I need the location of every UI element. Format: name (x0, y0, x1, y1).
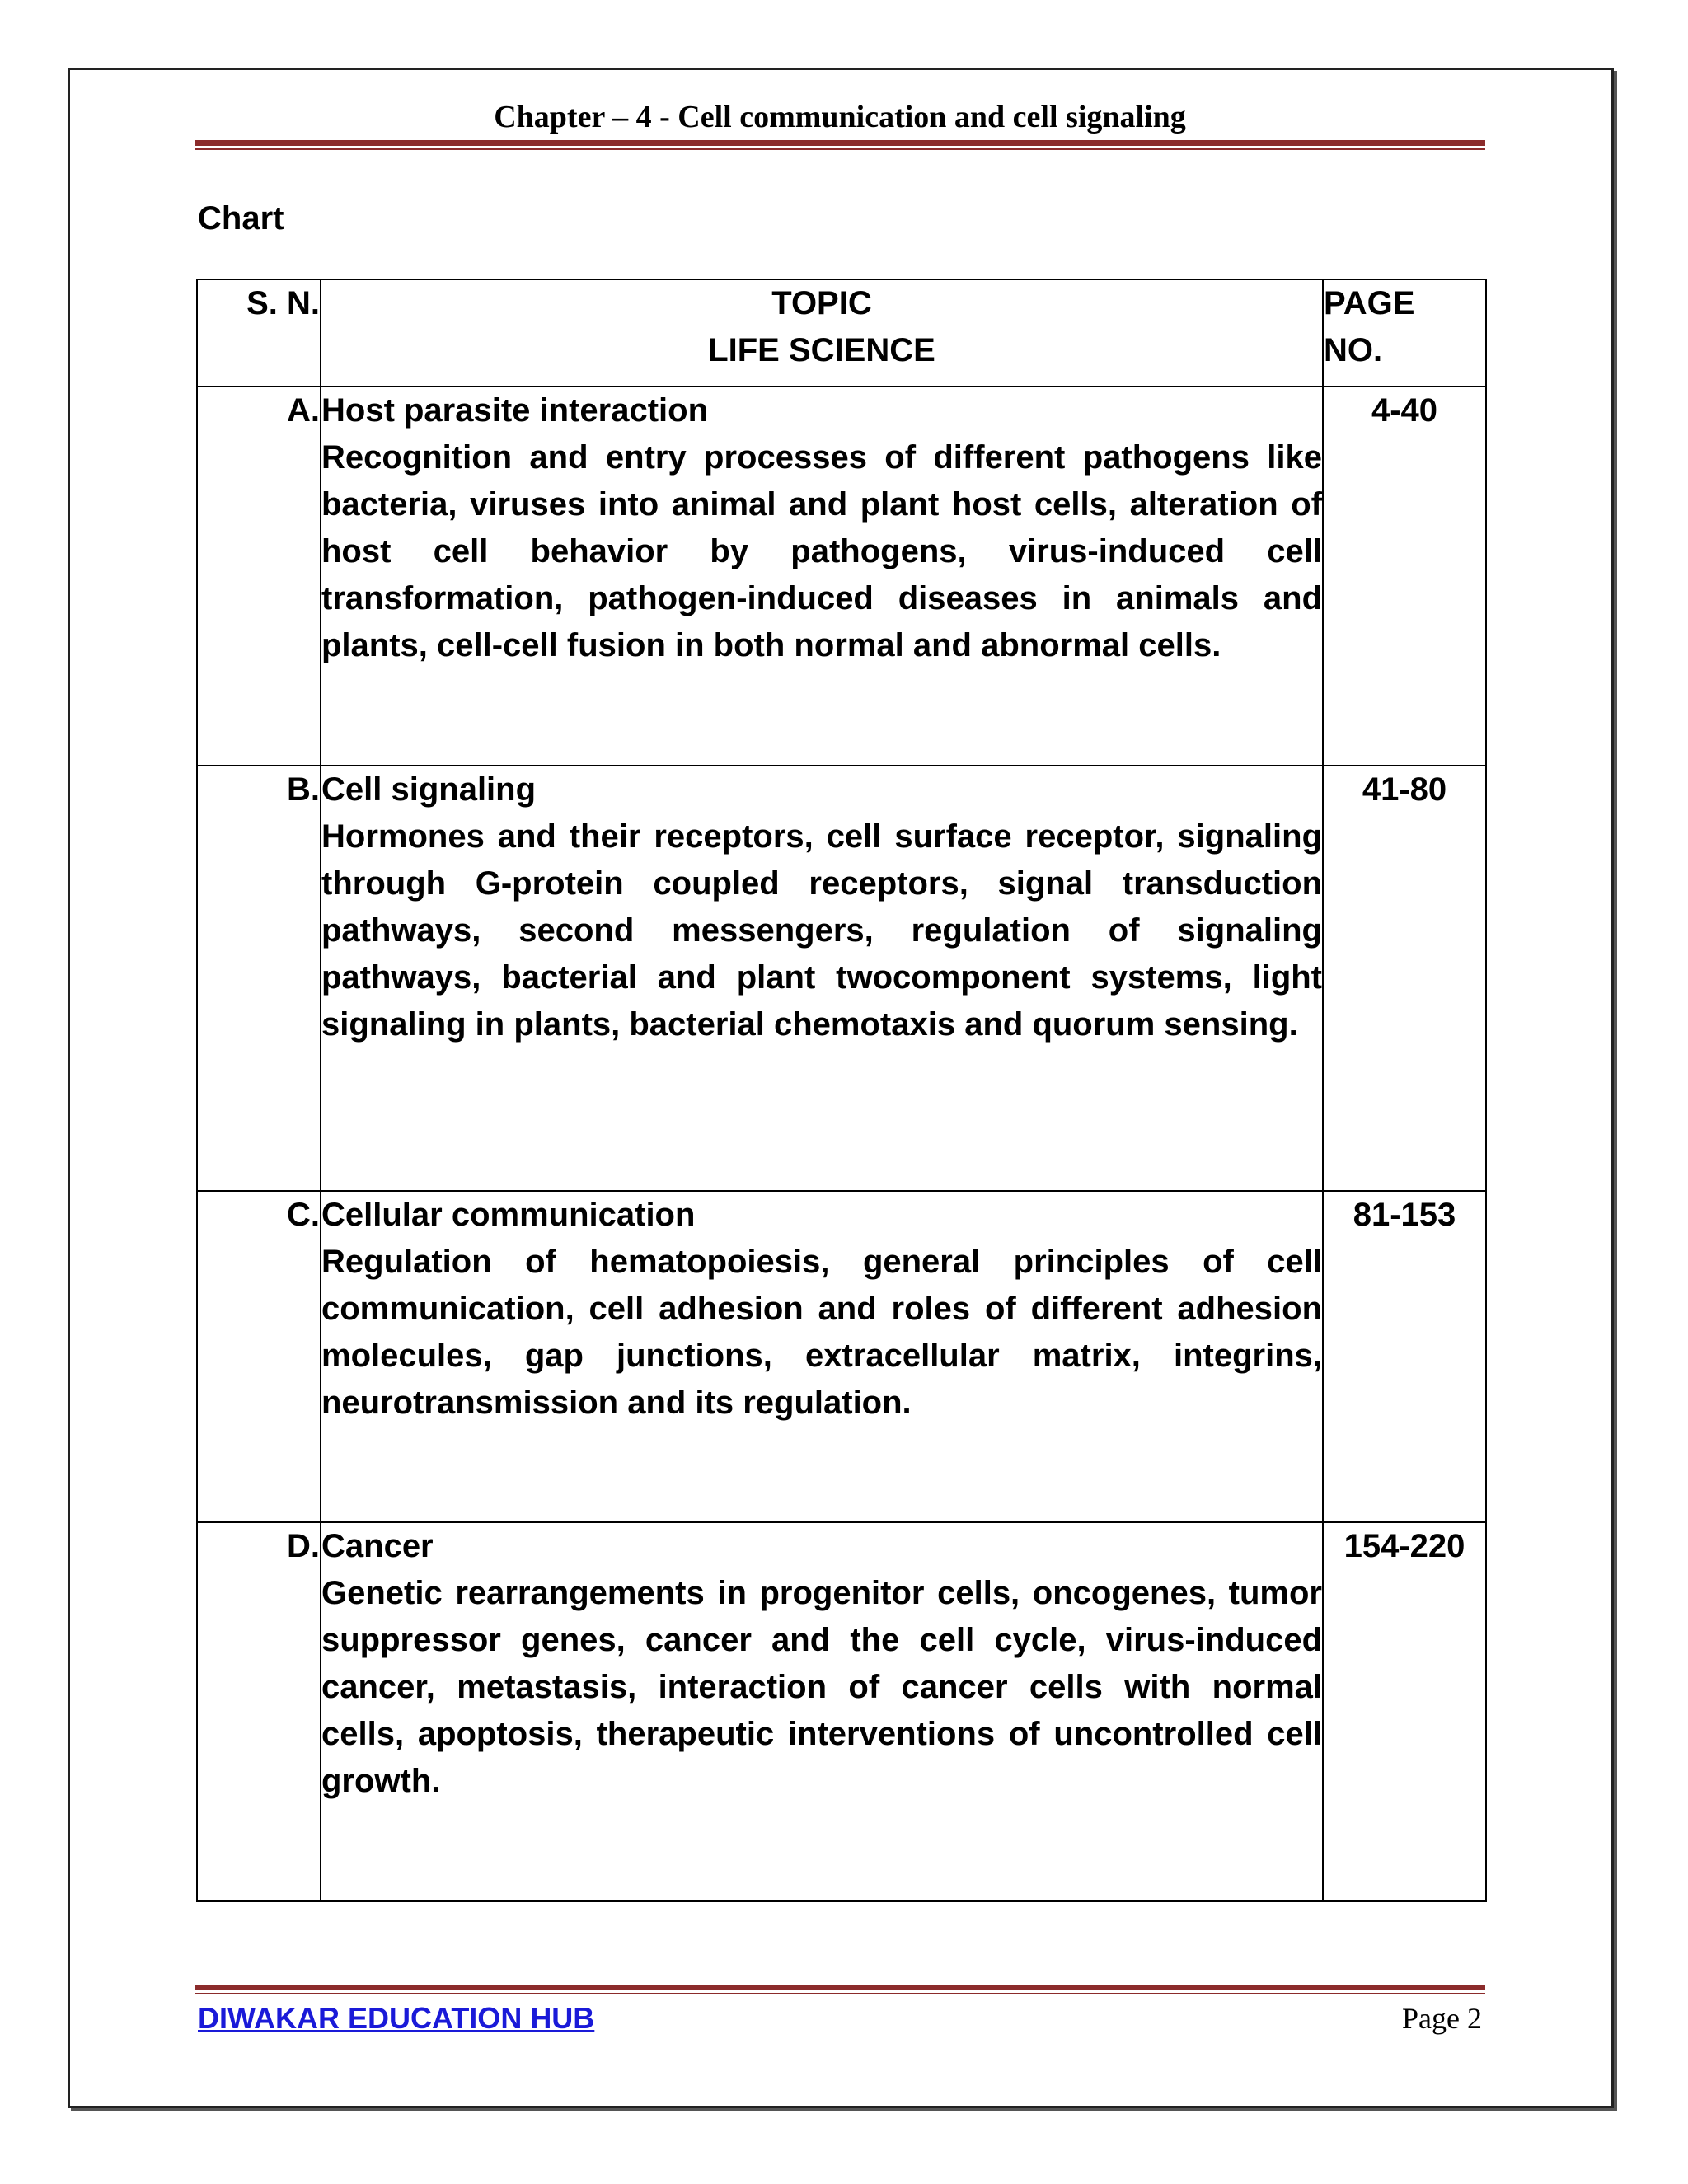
topic-title: Cellular communication (321, 1197, 696, 1233)
header-rule (195, 140, 1485, 150)
row-topic (321, 1191, 1323, 1522)
topic-description: Genetic rearrangements in progenitor cells, oncogenes, tumor suppressor genes, cancer and the cell cycle, virus-induced cancer, metastasis, interaction of cancer cells with normal cells, apoptosis, therapeutic interventions of uncontrolled cell growth. (321, 1575, 1322, 1799)
table-row (197, 1191, 1486, 1522)
row-topic (321, 1522, 1323, 1901)
column-header-topic: TOPIC LIFE SCIENCE (321, 279, 1323, 387)
topic-description: Regulation of hematopoiesis, general principles of cell communication, cell adhesion and roles of different adhesion molecules, gap junctions, extracellular matrix, integrins, neurotransmission and its regulation. (321, 1244, 1322, 1421)
row-serial: B. (197, 766, 321, 1191)
column-header-page: PAGE NO. (1323, 279, 1486, 387)
row-serial: A. (197, 387, 321, 766)
row-page-range: 81-153 (1323, 1191, 1486, 1522)
row-page-range: 4-40 (1323, 387, 1486, 766)
table-row (197, 766, 1486, 1191)
topic-description: Recognition and entry processes of different pathogens like bacteria, viruses into animal and plant host cells, alteration of host cell behavior by pathogens, virus-induced cell transformation, pathogen-induced diseases in animals and plants, cell-cell fusion in both normal and abnormal cells. (321, 439, 1322, 663)
footer-rule (195, 1985, 1485, 1994)
section-title: Chart (198, 200, 284, 237)
table-row (197, 1522, 1486, 1901)
topics-table (196, 279, 1487, 1902)
row-serial: C. (197, 1191, 321, 1522)
topic-description: Hormones and their receptors, cell surface receptor, signaling through G-protein coupled receptors, signal transduction pathways, second messengers, regulation of signaling pathways, bacterial and plant twocomponent systems, light signaling in plants, bacterial chemotaxis and quorum sensing. (321, 818, 1322, 1043)
row-topic (321, 766, 1323, 1191)
topic-title: Host parasite interaction (321, 392, 709, 429)
page-header-title: Chapter – 4 - Cell communication and cell signaling (494, 100, 1186, 134)
footer-brand-link[interactable]: DIWAKAR EDUCATION HUB (198, 2001, 595, 2035)
row-topic (321, 387, 1323, 766)
table-row (197, 387, 1486, 766)
row-serial: D. (197, 1522, 321, 1901)
topic-title: Cancer (321, 1528, 434, 1564)
column-header-sn: S. N. (197, 279, 321, 387)
table-header-row (197, 279, 1486, 387)
footer-page-number: Page 2 (1402, 2002, 1482, 2035)
topic-title: Cell signaling (321, 771, 537, 808)
row-page-range: 41-80 (1323, 766, 1486, 1191)
row-page-range: 154-220 (1323, 1522, 1486, 1901)
